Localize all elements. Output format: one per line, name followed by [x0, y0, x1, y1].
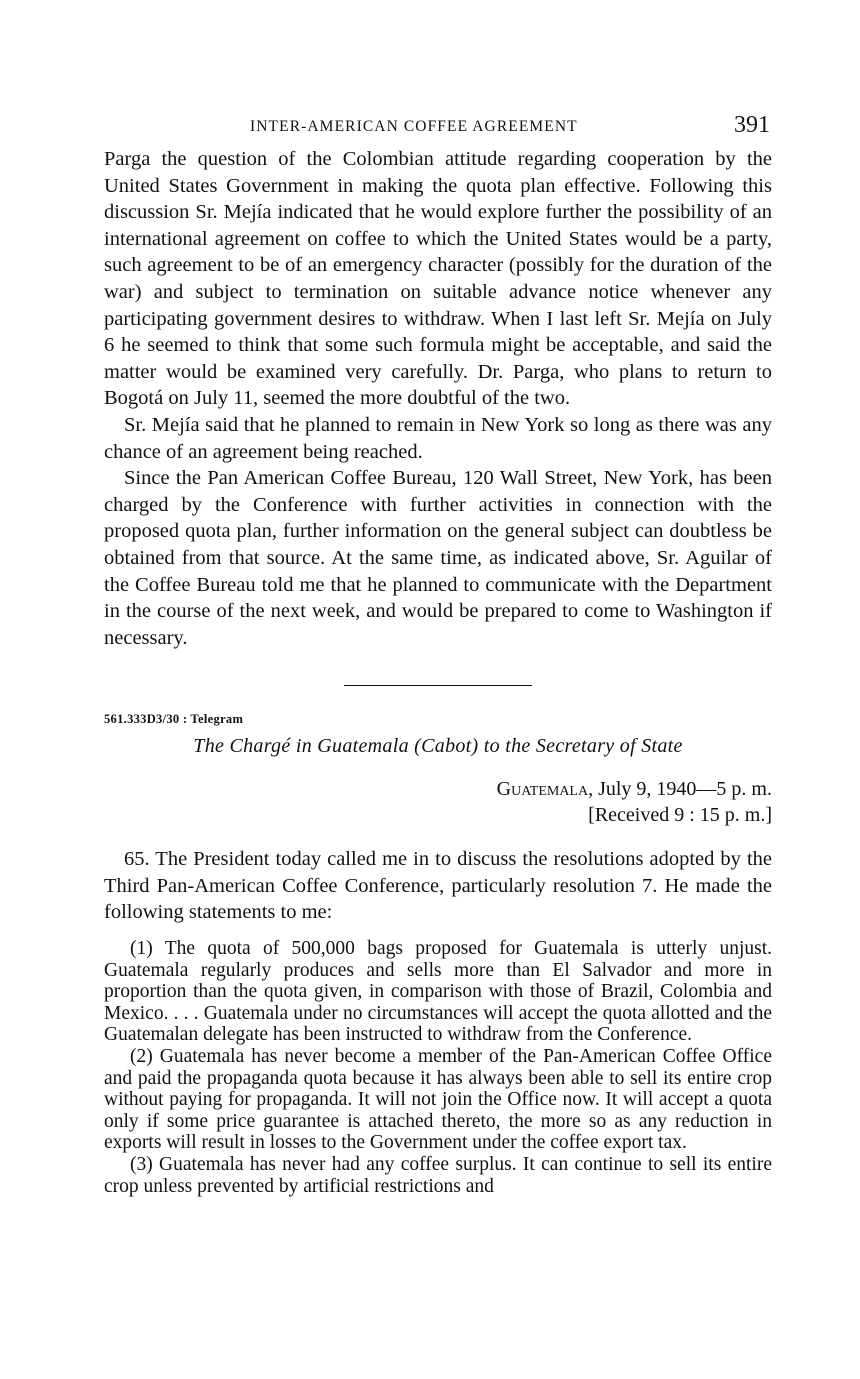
section-divider — [344, 685, 532, 686]
statement-item: (3) Guatemala has never had any coffee surplus. It can continue to sell its entire crop unless prevented by artificial restrictions and — [104, 1154, 772, 1197]
dateline-date: July 9, 1940—5 p. m. — [593, 778, 772, 801]
dateline-received: [Received 9 : 15 p. m.] — [588, 804, 772, 827]
file-reference: 561.333D3/30 : Telegram — [104, 712, 244, 727]
continued-report — [104, 146, 772, 651]
document-page — [104, 112, 772, 1197]
running-head — [104, 112, 772, 146]
dateline-place: Guatemala, — [496, 778, 594, 801]
paragraph: Sr. Mejía said that he planned to remain in New York so long as there was any chance of an agreement being reached. — [104, 413, 772, 463]
document-title: The Chargé in Guatemala (Cabot) to the Secretary of State — [193, 735, 683, 758]
telegram-intro — [104, 846, 772, 926]
dateline-sent — [104, 776, 772, 802]
statement-item: (2) Guatemala has never become a member of the Pan-American Coffee Office and paid the propaganda quota because it has always been able to sell its entire crop without paying for propaganda. It will not join the Office now. It will accept a quota only if some price guarantee is attached thereto, the more so as any reduction in exports will result in losses to the Government under the coffee export tax. — [104, 1046, 772, 1154]
telegram-intro-text: 65. The President today called me in to discuss the resolutions adopted by the Third Pan-American Coffee Conference, particularly resolution 7. He made the following statements to me: — [104, 848, 772, 924]
paragraph: Since the Pan American Coffee Bureau, 120 Wall Street, New York, has been charged by the Conference with further activities in connection with the proposed quota plan, further information on the general subject can doubtless be obtained from that source. At the same time, as indicated above, Sr. Aguilar of the Coffee Bureau told me that he planned to communicate with the Department in the course of the next week, and would be prepared to come to Washington if necessary. — [104, 467, 772, 649]
statements-list — [104, 938, 772, 1197]
statement-item: (1) The quota of 500,000 bags proposed for Guatemala is utterly unjust. Guatemala regularly produces and sells more than El Salvador and more in proportion than the quota given, in comparison with those of Brazil, Colombia and Mexico. . . . Guatemala under no circumstances will accept the quota allotted and the Guatemalan delegate has been instructed to withdraw from the Conference. — [104, 938, 772, 1046]
paragraph: Parga the question of the Colombian attitude regarding cooperation by the United States Government in making the quota plan effective. Following this discussion Sr. Mejía indicated that he would explore further the possibility of an international agreement on coffee to which the United States would be a party, such agreement to be of an emergency character (possibly for the duration of the war) and subject to termination on suitable advance notice whenever any participating government desires to withdraw. When I last left Sr. Mejía on July 6 he seemed to think that some such formula might be acceptable, and said the matter would be examined very carefully. Dr. Parga, who plans to return to Bogotá on July 11, seemed the more doubtful of the two. — [104, 148, 772, 410]
page-number: 391 — [734, 112, 770, 138]
running-title: INTER-AMERICAN COFFEE AGREEMENT — [250, 118, 578, 135]
dateline — [104, 776, 772, 828]
